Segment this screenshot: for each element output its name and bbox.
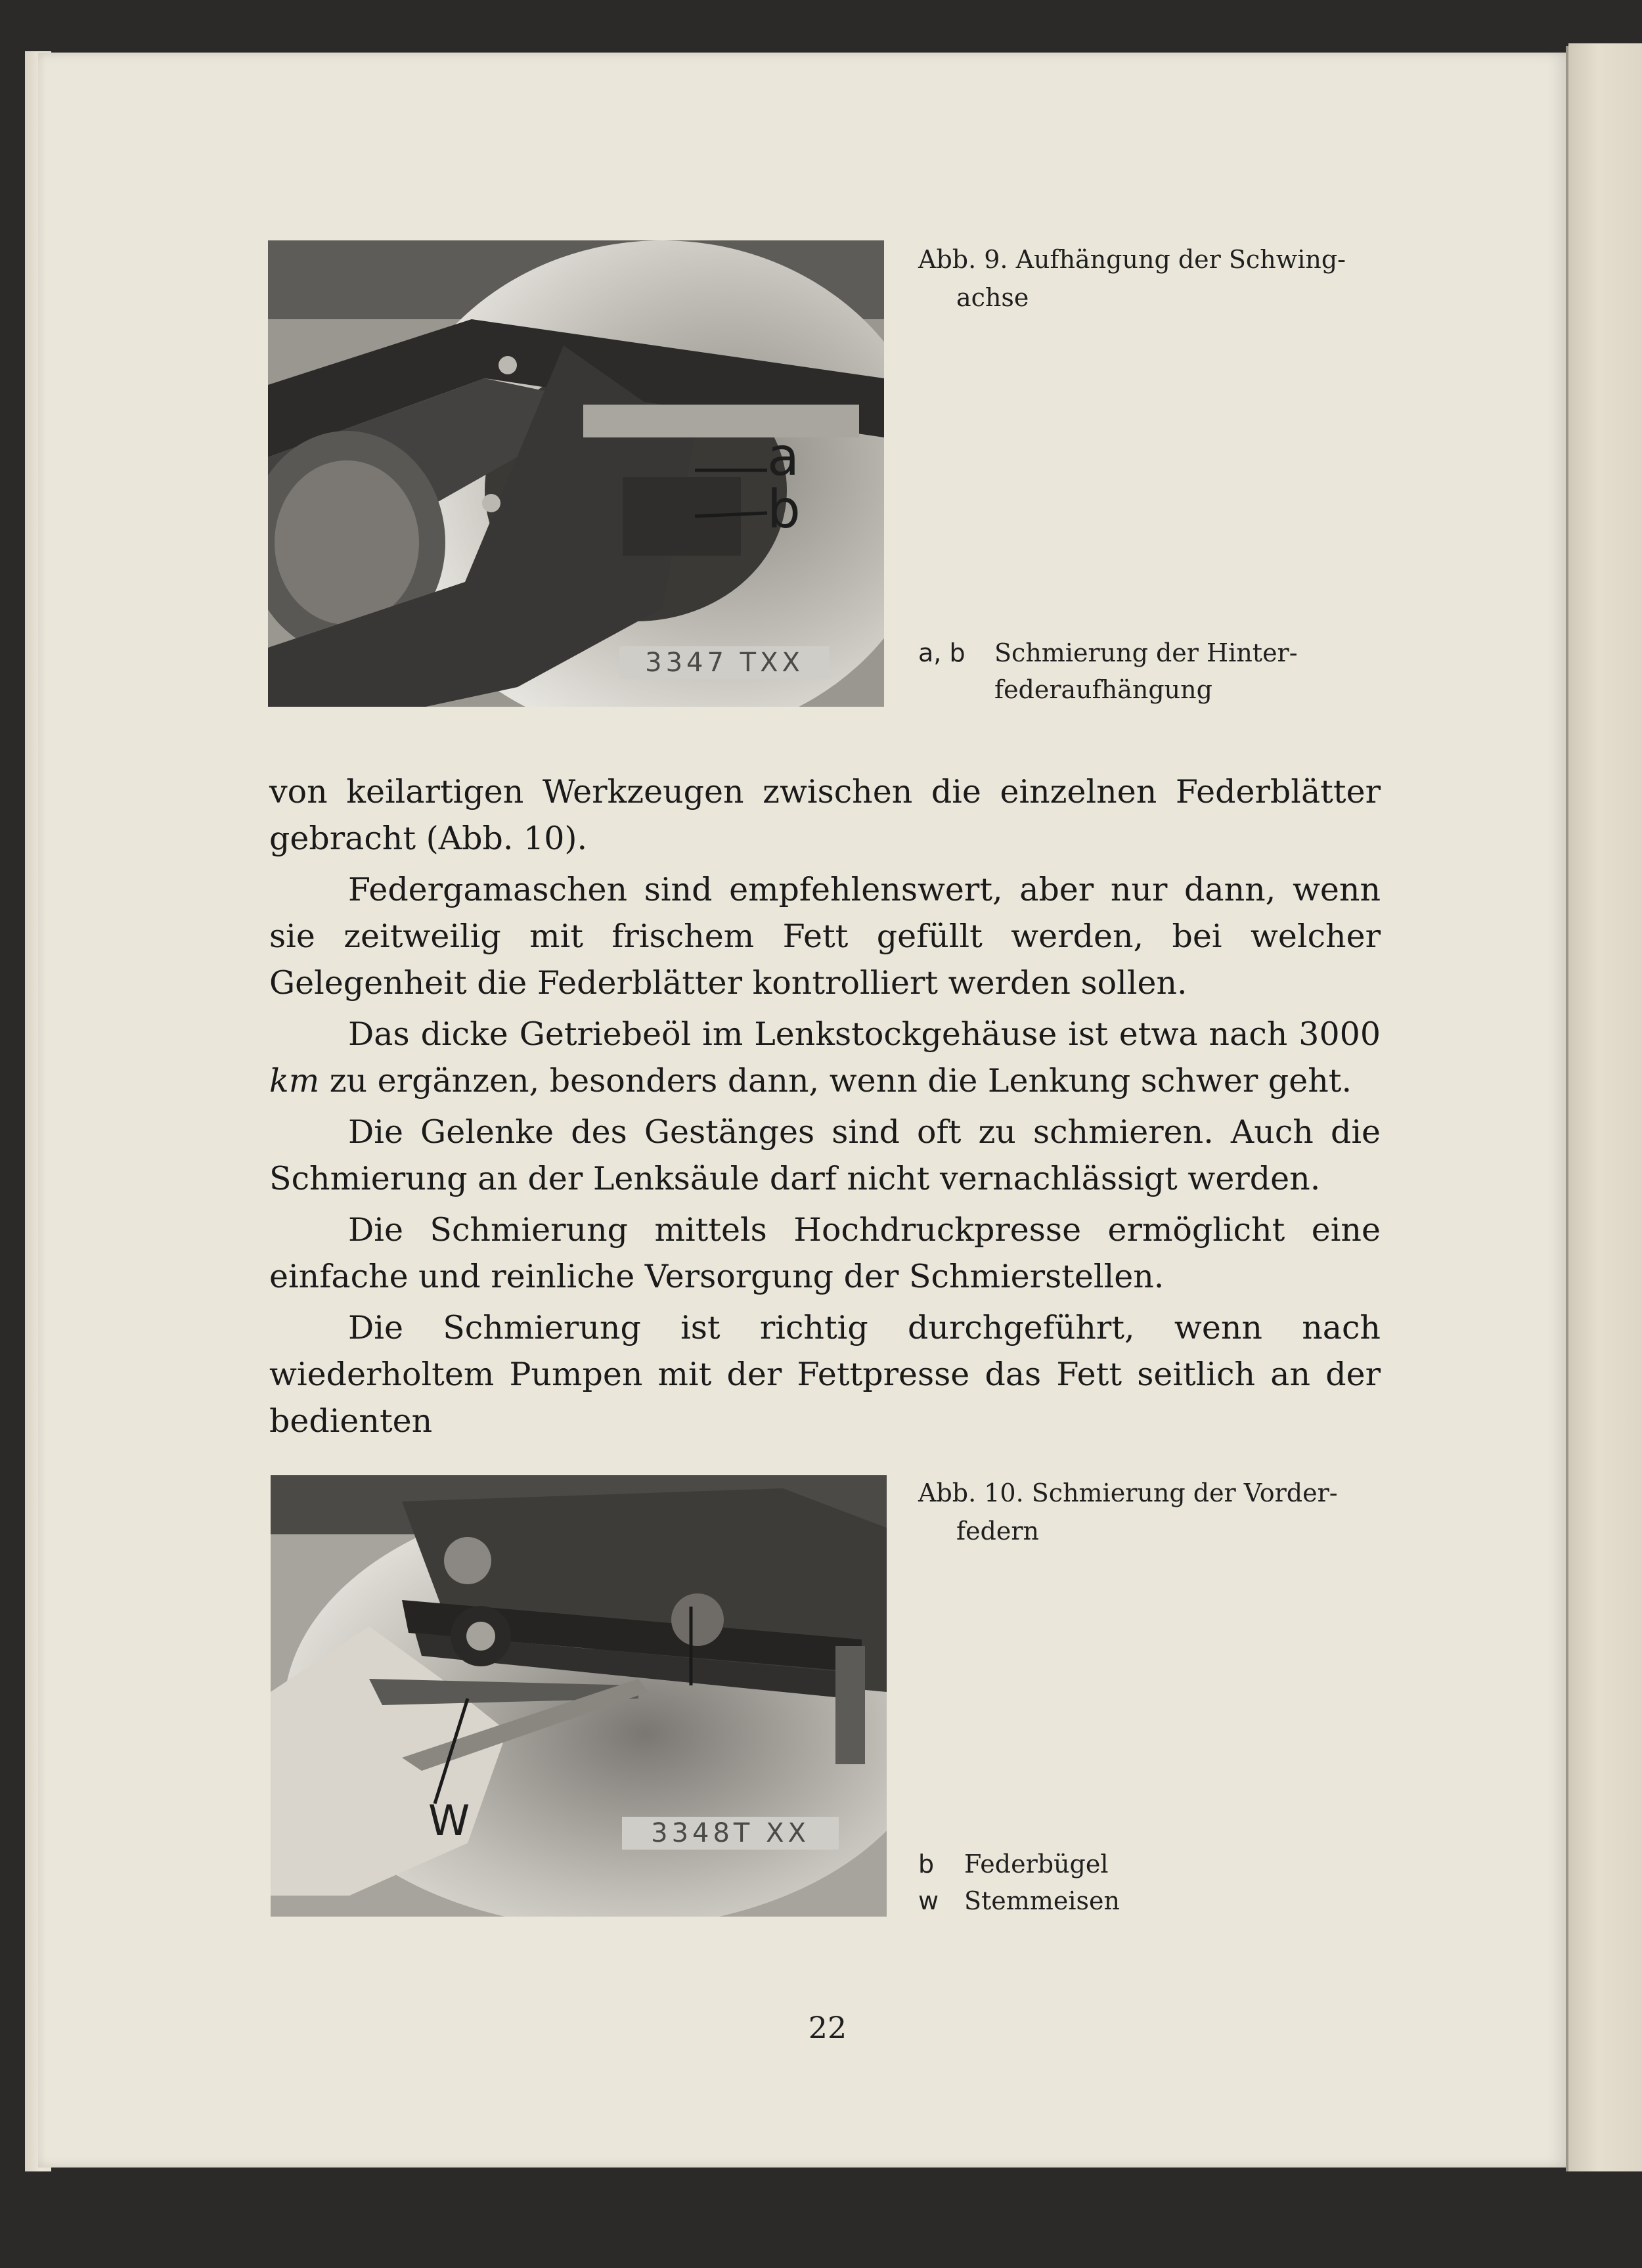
figure-9-caption-line-1: Abb. 9. Aufhängung der Schwing- — [918, 245, 1346, 274]
figure-9-legend-row — [918, 634, 1391, 671]
figure-9-plate-number: 3347 TXX — [619, 646, 830, 679]
figure-9-mark-b: b — [767, 479, 801, 540]
figure-10-caption — [918, 1474, 1391, 1550]
figure-10-legend-key-b: b — [918, 1850, 935, 1879]
paragraph-3 — [269, 1011, 1381, 1104]
paragraph-3-unit: km — [269, 1062, 320, 1100]
figure-9-legend-key: a, b — [918, 638, 965, 667]
paragraph-1: von keilartigen Werkzeugen zwischen die einzelnen Federblätter gebracht (Abb. 10). — [269, 773, 1381, 857]
figure-10-plate-number: 3348T XX — [622, 1817, 839, 1850]
figure-9-caption — [918, 240, 1391, 317]
figure-10-mark-w: W — [428, 1797, 470, 1846]
figure-10-legend-key-w: w — [918, 1886, 939, 1915]
paragraph-6: Die Schmierung ist richtig durchgeführt, wenn nach wiederholtem Pumpen mit der Fettpresse das Fett seitlich an der bedienten — [269, 1309, 1381, 1440]
paragraph-3-part-1: Das dicke Getriebeöl im Lenkstockgehäuse ist etwa nach 3000 — [348, 1015, 1381, 1053]
next-page-edge — [1568, 43, 1642, 2171]
figure-9-photo — [268, 240, 884, 707]
body-text — [269, 768, 1381, 1449]
figure-10-legend — [918, 1846, 1391, 1919]
paragraph-5: Die Schmierung mittels Hochdruckpresse ermöglicht eine einfache und reinliche Versorgung der Schmierstellen. — [269, 1211, 1381, 1295]
paragraph-2: Federgamaschen sind empfehlenswert, aber nur dann, wenn sie zeitweilig mit frischem Fett gefüllt werden, bei welcher Gelegenheit die Federblätter kontrolliert werden sollen. — [269, 871, 1381, 1002]
figure-10-legend-text-b: Federbügel — [964, 1850, 1109, 1879]
figure-9-legend-text-line-1: Schmierung der Hinter- — [994, 638, 1298, 667]
figure-10-legend-row-b — [918, 1846, 1391, 1882]
figure-9-legend — [918, 634, 1391, 708]
figure-10-legend-row-w — [918, 1882, 1391, 1919]
page-number: 22 — [808, 2010, 847, 2045]
page-gutter — [1566, 46, 1568, 2171]
paragraph-3-part-2: zu ergänzen, besonders dann, wenn die Lenkung schwer geht. — [319, 1062, 1352, 1100]
figure-10-caption-line-2: federn — [956, 1517, 1040, 1545]
figure-9-caption-line-2: achse — [956, 283, 1029, 312]
figure-9-legend-text-line-2: federaufhängung — [994, 675, 1212, 704]
figure-10-photo — [271, 1475, 887, 1917]
paragraph-4: Die Gelenke des Gestänges sind oft zu schmieren. Auch die Schmierung an der Lenksäule darf nicht vernachlässigt werden. — [269, 1113, 1381, 1197]
figure-10-caption-line-1: Abb. 10. Schmierung der Vorder- — [918, 1479, 1338, 1507]
figure-9-mark-a: a — [767, 426, 800, 487]
front-spring-lubrication-illustration — [271, 1475, 887, 1917]
figure-10-legend-text-w: Stemmeisen — [964, 1886, 1120, 1915]
